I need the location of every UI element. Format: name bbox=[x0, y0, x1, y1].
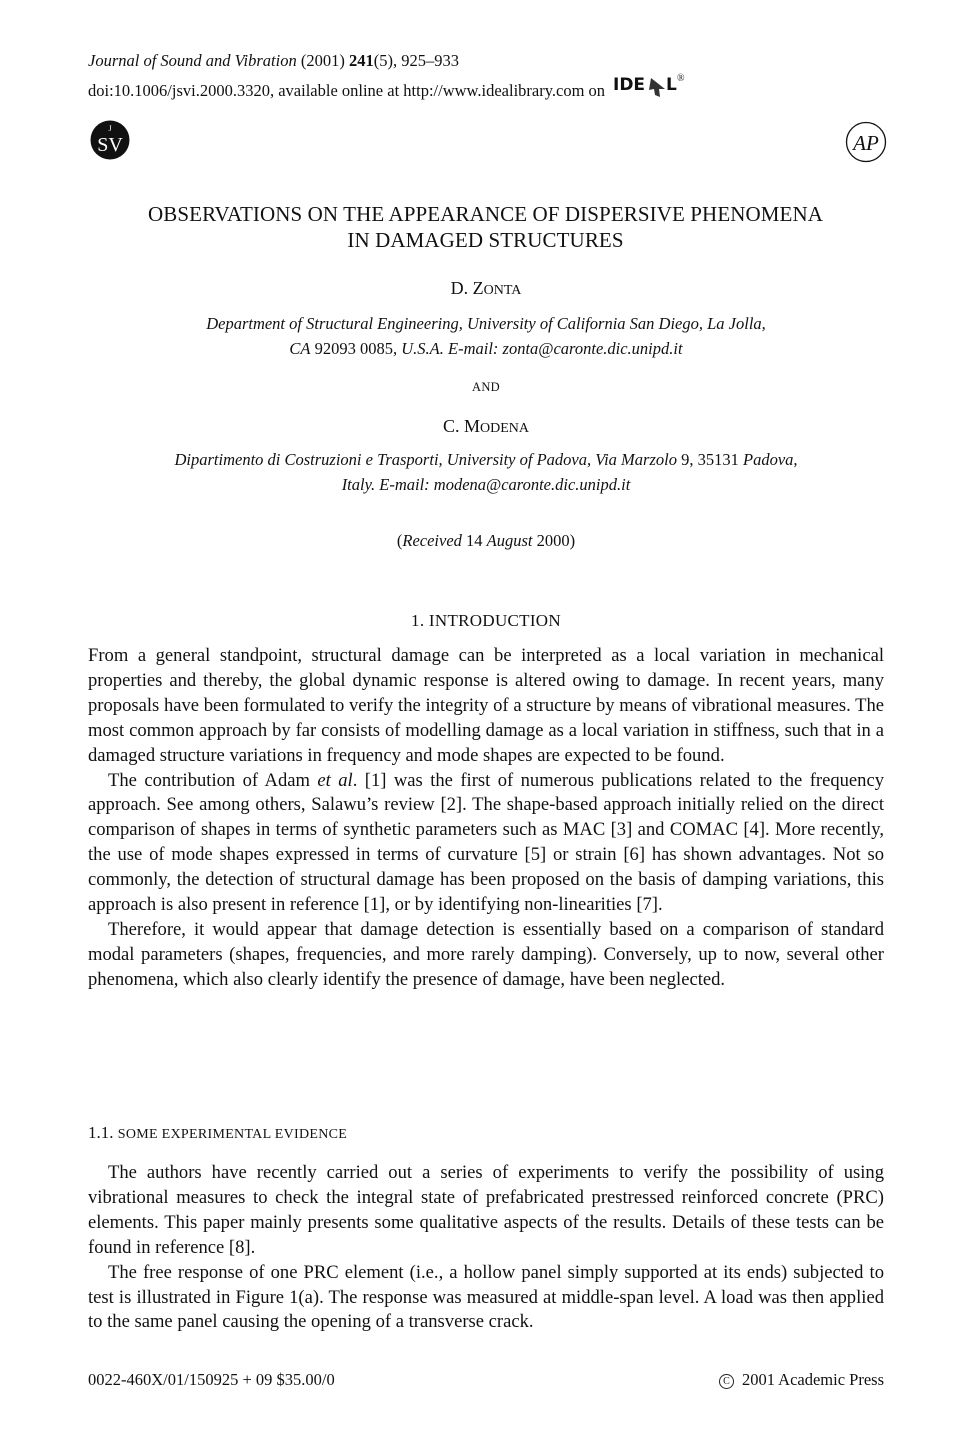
author-1-name: D. ZONTA bbox=[450, 278, 522, 298]
received-date: (Received 14 August 2000) bbox=[396, 531, 576, 550]
author-2-email: Italy. E-mail: modena@caronte.dic.unipd.it bbox=[341, 475, 631, 494]
title-line-2: IN DAMAGED STRUCTURES bbox=[347, 228, 624, 252]
paper-title bbox=[70, 201, 901, 253]
svg-text:®: ® bbox=[677, 73, 685, 84]
journal-year: (2001) bbox=[296, 51, 349, 70]
author-2-affiliation: Dipartimento di Costruzioni e Trasporti, University of Padova, Via Marzolo 9, 35131 Padova, Italy. E-mail: modena@caronte.dic.unipd.it bbox=[88, 447, 884, 497]
footer-copyright: C 2001 Academic Press bbox=[719, 1370, 884, 1390]
section-heading-introduction: 1. INTRODUCTION bbox=[411, 611, 561, 630]
paragraph: From a general standpoint, structural damage can be interpreted as a local variation in mechanical properties and thereby, the global dynamic response is altered owing to damage. In recent years, many proposals have been formulated to verify the integrity of a structure by means of vibrational measures. The most common approach by far consists of modelling damage as a local variation in stiffness, such that in a damaged structure variations in frequency and mode shapes are expected to be found. bbox=[88, 645, 884, 766]
paragraph: The authors have recently carried out a series of experiments to verify the possibility of using vibrational measures to check the integral state of prefabricated prestressed reinforced concrete (PRC) elements. This paper mainly presents some qualitative aspects of the results. Details of these tests can be found in reference [8]. bbox=[88, 1162, 884, 1258]
subsection-heading-experimental-evidence: 1.1. SOME EXPERIMENTAL EVIDENCE bbox=[88, 1123, 348, 1142]
doi-line bbox=[88, 73, 687, 104]
author-2-name: C. MODENA bbox=[442, 416, 529, 436]
academic-press-logo-icon bbox=[845, 121, 887, 163]
paragraph: The free response of one PRC element (i.e., a hollow panel simply supported at its ends) subjected to test is illustrated in Figure 1(a). The response was measured at middle-span level. A load was then applied to the same panel causing the opening of a transverse crack. bbox=[88, 1261, 884, 1333]
ideal-logo-icon bbox=[613, 73, 687, 104]
journal-issue-pages: (5), 925–933 bbox=[373, 51, 459, 70]
svg-text:SV: SV bbox=[97, 134, 123, 156]
copyright-icon: C bbox=[719, 1374, 734, 1389]
journal-citation bbox=[88, 51, 459, 71]
introduction-body bbox=[88, 644, 884, 993]
footer-article-code: 0022-460X/01/150925 + 09 $35.00/0 bbox=[88, 1370, 335, 1389]
author-1-email: U.S.A. E-mail: zonta@caronte.dic.unipd.it bbox=[401, 339, 683, 358]
sv-journal-logo-icon bbox=[90, 120, 130, 160]
experimental-evidence-body bbox=[88, 1161, 884, 1335]
svg-text:IDE: IDE bbox=[613, 75, 646, 95]
svg-text:J: J bbox=[108, 124, 112, 133]
and-separator: AND bbox=[472, 380, 500, 394]
paragraph: Therefore, it would appear that damage detection is essentially based on a comparison of standard modal parameters (shapes, frequencies, and more rarely damping). Conversely, up to now, several other phenomena, which also clearly identify the presence of damage, have been neglected. bbox=[88, 918, 884, 990]
journal-volume: 241 bbox=[348, 51, 374, 70]
journal-name: Journal of Sound and Vibration bbox=[88, 51, 297, 70]
author-1-affiliation: Department of Structural Engineering, University of California San Diego, La Jolla, CA 92093 0085, U.S.A. E-mail: zonta@caronte.dic.unipd.it bbox=[206, 314, 766, 358]
title-line-1: OBSERVATIONS ON THE APPEARANCE OF DISPERSIVE PHENOMENA bbox=[147, 202, 824, 226]
doi-link-text[interactable]: doi:10.1006/jsvi.2000.3320, available online at http://www.idealibrary.com on bbox=[88, 81, 606, 100]
svg-text:AP: AP bbox=[853, 131, 879, 155]
svg-text:L: L bbox=[666, 75, 678, 95]
paragraph: The contribution of Adam et al. [1] was the first of numerous publications related to the frequency approach. See among others, Salawu’s review [2]. The shape-based approach initially relied on the direct comparison of shapes in terms of synthetic parameters such as MAC [3] and COMAC [4]. More recently, the use of mode shapes expressed in terms of curvature [5] or strain [6] has shown advantages. Not so commonly, the detection of structural damage has been proposed on the basis of damping variations, this approach is also present in reference [1], or by identifying non-linearities [7]. bbox=[88, 769, 885, 916]
